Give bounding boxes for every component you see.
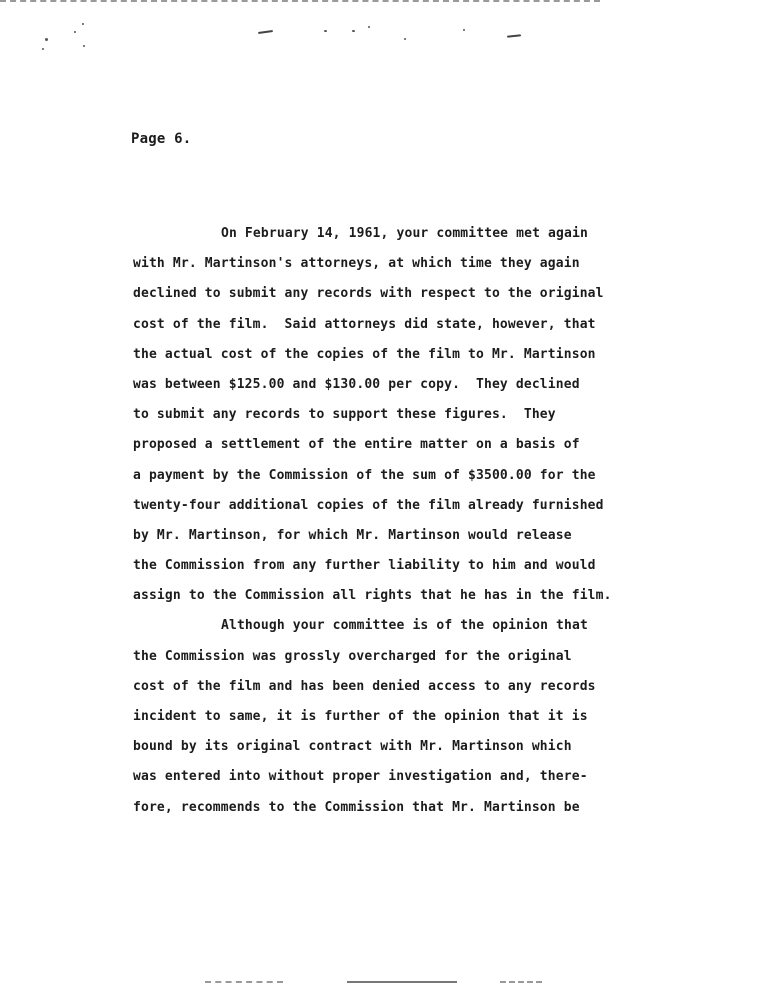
scan-speck xyxy=(463,29,465,31)
scan-edge-line xyxy=(347,981,457,983)
text-line: by Mr. Martinson, for which Mr. Martinson would release xyxy=(133,527,572,543)
text-line: was between $125.00 and $130.00 per copy. They declined xyxy=(133,376,580,392)
text-line: bound by its original contract with Mr. Martinson which xyxy=(133,739,572,755)
scan-speck xyxy=(368,26,370,28)
scan-mark xyxy=(507,34,521,37)
scan-edge-line xyxy=(500,981,542,983)
text-line: a payment by the Commission of the sum of $3500.00 for the xyxy=(133,467,596,483)
scan-speck xyxy=(404,38,406,40)
text-line: the Commission from any further liability to him and would xyxy=(133,558,596,574)
text-line: twenty-four additional copies of the film already furnished xyxy=(133,497,604,513)
text-line: declined to submit any records with respect to the original xyxy=(133,286,604,302)
text-line: the Commission was grossly overcharged for the original xyxy=(133,648,572,664)
text-line: was entered into without proper investigation and, there- xyxy=(133,769,588,785)
scan-speck xyxy=(45,38,48,41)
scan-speck xyxy=(352,30,355,32)
text-line: fore, recommends to the Commission that Mr. Martinson be xyxy=(133,799,580,815)
text-line: the actual cost of the copies of the film to Mr. Martinson xyxy=(133,346,596,362)
text-line: incident to same, it is further of the opinion that it is xyxy=(133,709,588,724)
text-line: On February 14, 1961, your committee met again xyxy=(221,226,588,241)
scan-edge-line xyxy=(205,981,283,983)
page-number: Page 6. xyxy=(131,131,192,147)
scan-speck xyxy=(324,30,327,32)
scan-speck xyxy=(82,23,84,25)
text-line: Although your committee is of the opinion that xyxy=(221,618,588,634)
scan-speck xyxy=(42,48,44,50)
page-top-edge xyxy=(0,0,600,2)
body-text xyxy=(133,219,612,823)
text-line: cost of the film. Said attorneys did state, however, that xyxy=(133,316,596,332)
scan-mark xyxy=(258,30,273,34)
text-line: proposed a settlement of the entire matter on a basis of xyxy=(133,437,580,453)
text-line: with Mr. Martinson's attorneys, at which time they again xyxy=(133,256,580,272)
scan-speck xyxy=(74,31,76,33)
scan-speck xyxy=(83,45,85,47)
text-line: assign to the Commission all rights that he has in the film. xyxy=(133,588,612,604)
text-line: cost of the film and has been denied access to any records xyxy=(133,678,596,694)
text-line: to submit any records to support these figures. They xyxy=(133,407,556,423)
